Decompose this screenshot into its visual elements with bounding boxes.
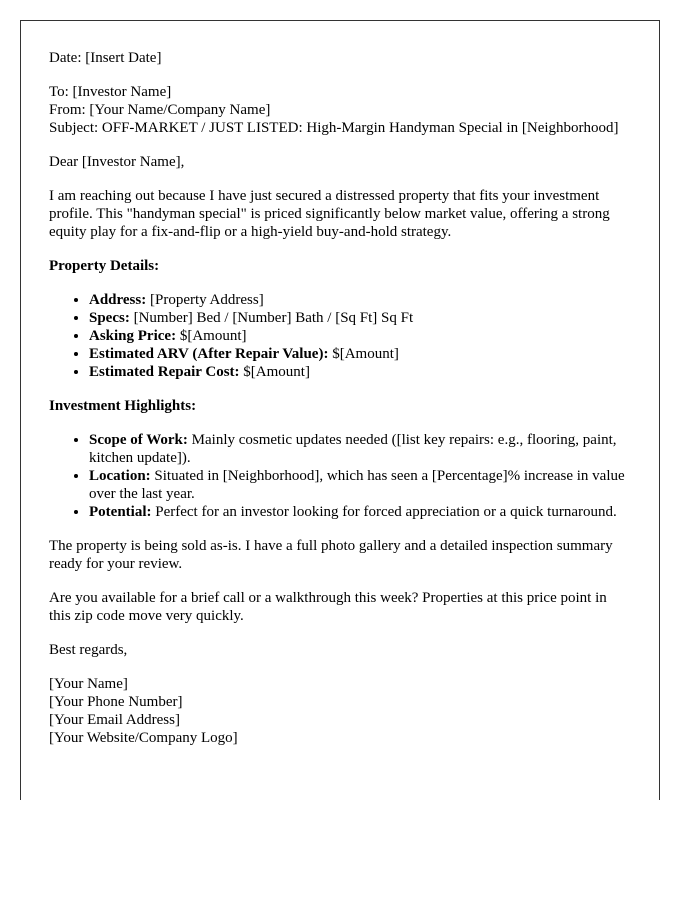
letter-paragraph-call: Are you available for a brief call or a walkthrough this week? Properties at this price point in this zip code move very quickly. (49, 590, 607, 624)
letter-to: To: [Investor Name] (49, 84, 172, 100)
signature-website: [Your Website/Company Logo] (49, 730, 238, 746)
detail-value: [Property Address] (146, 292, 264, 308)
signature-email: [Your Email Address] (49, 712, 180, 728)
list-item (89, 345, 631, 363)
letter-document (20, 20, 660, 800)
highlight-value: Situated in [Neighborhood], which has seen a [Percentage]% increase in value over the last year. (89, 468, 625, 502)
letter-paragraph-as-is: The property is being sold as-is. I have a full photo gallery and a detailed inspection summary ready for your review. (49, 538, 613, 572)
detail-value: $[Amount] (176, 328, 247, 344)
detail-label: Asking Price: (89, 328, 177, 344)
property-details-list (49, 291, 631, 381)
letter-closing: Best regards, (49, 642, 128, 658)
highlight-value: Mainly cosmetic updates needed ([list key repairs: e.g., flooring, paint, kitchen update]). (89, 432, 617, 466)
highlight-value: Perfect for an investor looking for forced appreciation or a quick turnaround. (151, 504, 617, 520)
letter-salutation: Dear [Investor Name], (49, 154, 185, 170)
property-details-title: Property Details: (49, 258, 160, 274)
letter-signature (49, 675, 631, 747)
list-item (89, 431, 631, 467)
letter-from: From: [Your Name/Company Name] (49, 102, 271, 118)
letter-subject: Subject: OFF-MARKET / JUST LISTED: High-Margin Handyman Special in [Neighborhood] (49, 120, 619, 136)
list-item (89, 327, 631, 345)
list-item (89, 309, 631, 327)
detail-value: [Number] Bed / [Number] Bath / [Sq Ft] Sq Ft (129, 310, 414, 326)
signature-phone: [Your Phone Number] (49, 694, 183, 710)
letter-header-block (49, 83, 631, 137)
highlight-label: Potential: (89, 504, 152, 520)
list-item (89, 291, 631, 309)
list-item (89, 363, 631, 381)
investment-highlights-list (49, 431, 631, 521)
highlight-label: Location: (89, 468, 151, 484)
highlight-label: Scope of Work: (89, 432, 188, 448)
detail-value: $[Amount] (239, 364, 310, 380)
investment-highlights-title: Investment Highlights: (49, 398, 197, 414)
letter-date: Date: [Insert Date] (49, 50, 162, 66)
list-item (89, 503, 631, 521)
detail-label: Estimated Repair Cost: (89, 364, 240, 380)
letter-intro: I am reaching out because I have just secured a distressed property that fits your investment profile. This "handyman special" is priced significantly below market value, offering a strong equity play for a fix-and-flip or a high-yield buy-and-hold strategy. (49, 188, 610, 240)
list-item (89, 467, 631, 503)
detail-label: Estimated ARV (After Repair Value): (89, 346, 329, 362)
detail-value: $[Amount] (328, 346, 399, 362)
signature-name: [Your Name] (49, 676, 128, 692)
detail-label: Specs: (89, 310, 130, 326)
detail-label: Address: (89, 292, 147, 308)
